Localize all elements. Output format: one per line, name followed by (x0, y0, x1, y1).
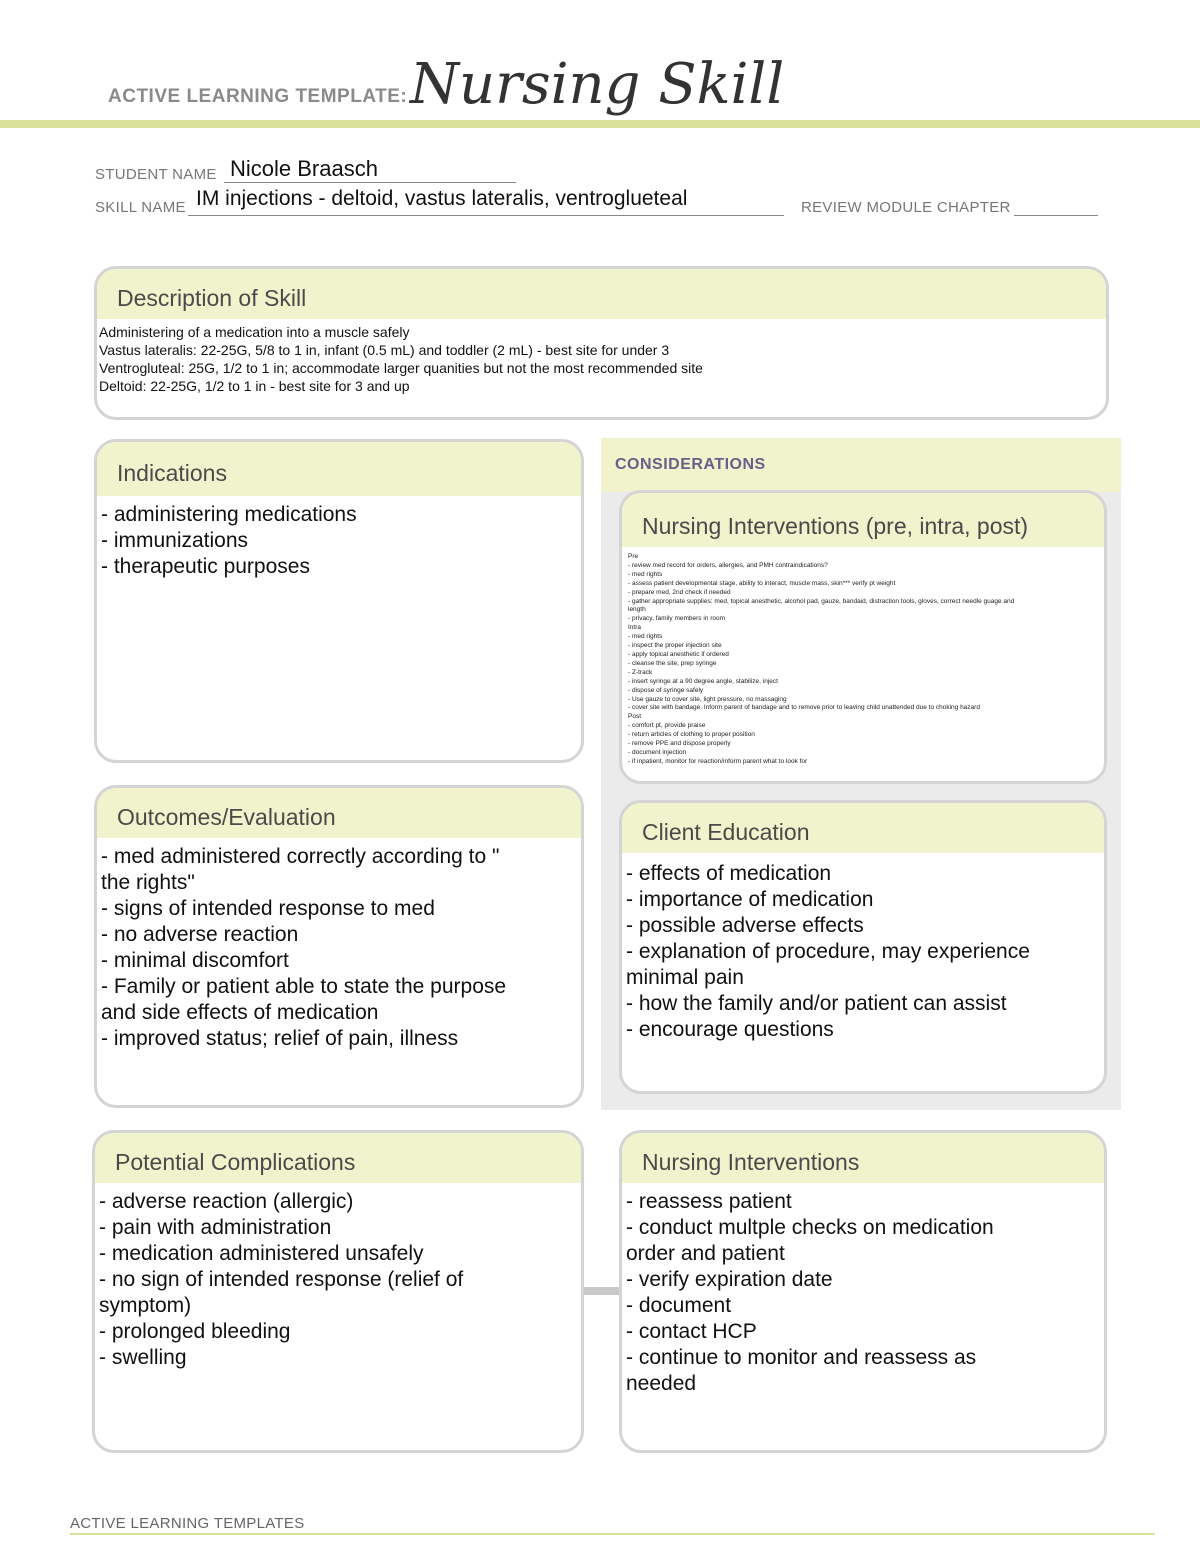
education-item: - effects of medication (626, 862, 832, 885)
intervention-line: - review med record for orders, allergies, and PMH contraindications? (628, 561, 828, 569)
intervention-line: - dispose of syringe safely (628, 686, 704, 694)
complications-body (95, 1183, 581, 1371)
complication-item: - no sign of intended response (relief of (99, 1268, 464, 1291)
outcome-item: and side effects of medication (101, 1001, 379, 1024)
description-title: Description of Skill (97, 269, 1106, 319)
nursing-intervention-item: - contact HCP (626, 1320, 757, 1343)
description-line: Vastus lateralis: 22-25G, 5/8 to 1 in, infant (0.5 mL) and toddler (2 mL) - best site for under 3 (99, 342, 670, 358)
considerations-title: CONSIDERATIONS (601, 438, 1121, 492)
intervention-line: Pre (628, 553, 639, 560)
complications-box (92, 1130, 584, 1453)
education-item: minimal pain (626, 966, 744, 989)
intervention-line: Post (628, 713, 642, 721)
nursing-interventions-box (619, 1130, 1107, 1453)
nursing-intervention-item: - reassess patient (626, 1190, 792, 1213)
outcome-item: - no adverse reaction (101, 923, 299, 946)
client-education-box (619, 800, 1107, 1094)
footer-divider (70, 1533, 1155, 1535)
skill-name-field[interactable]: IM injections - deltoid, vastus lateralis, ventroglueteal (196, 187, 688, 210)
nursing-intervention-item: - continue to monitor and reassess as (626, 1346, 977, 1369)
education-item: - importance of medication (626, 888, 874, 911)
nursing-intervention-item: needed (626, 1372, 697, 1395)
indications-title: Indications (97, 442, 581, 496)
complication-item: - prolonged bleeding (99, 1320, 291, 1343)
education-item: - possible adverse effects (626, 914, 864, 937)
nursing-intervention-item: - conduct multple checks on medication (626, 1216, 994, 1239)
nursing-interventions-pip-title: Nursing Interventions (pre, intra, post) (622, 493, 1104, 547)
indication-item: - immunizations (101, 529, 249, 552)
intervention-line: - document injection (628, 748, 687, 756)
outcome-item: the rights" (101, 871, 195, 894)
complication-item: - adverse reaction (allergic) (99, 1190, 354, 1213)
nursing-interventions-title: Nursing Interventions (622, 1133, 1104, 1183)
outcome-item: - signs of intended response to med (101, 897, 435, 920)
description-line: Deltoid: 22-25G, 1/2 to 1 in - best site for 3 and up (99, 378, 410, 394)
nursing-interventions-body (622, 1183, 1104, 1397)
intervention-line: - cover site with bandage. Inform parent of bandage and to remove prior to leaving child unattended due to choking hazard (628, 704, 980, 712)
intervention-line: - prepare med, 2nd check if needed (628, 588, 731, 596)
student-name-label: STUDENT NAME (95, 166, 217, 183)
client-education-title: Client Education (622, 803, 1104, 853)
student-name-underline (224, 182, 516, 183)
footer-label: ACTIVE LEARNING TEMPLATES (70, 1515, 305, 1532)
intervention-line: - privacy, family members in room (628, 615, 726, 623)
nursing-interventions-pip-box (619, 490, 1107, 784)
intervention-line: - med rights (628, 570, 663, 578)
indication-item: - administering medications (101, 503, 357, 526)
intervention-line: - apply topical anesthetic if ordered (628, 650, 729, 658)
complication-item: - medication administered unsafely (99, 1242, 424, 1265)
education-item: - encourage questions (626, 1018, 834, 1041)
education-item: - explanation of procedure, may experience (626, 940, 1030, 963)
outcomes-body (97, 838, 581, 1052)
nursing-interventions-pip-body (622, 547, 1104, 767)
template-label: ACTIVE LEARNING TEMPLATE: (108, 86, 408, 107)
nursing-intervention-item: order and patient (626, 1242, 785, 1265)
outcome-item: - improved status; relief of pain, illness (101, 1027, 459, 1050)
intervention-line: - comfort pt, provide praise (628, 722, 706, 730)
intervention-line: - inspect the proper injection site (628, 642, 722, 650)
student-name-field[interactable]: Nicole Braasch (230, 156, 378, 181)
client-education-body (622, 853, 1104, 1043)
outcome-item: - minimal discomfort (101, 949, 289, 972)
description-body (97, 319, 1106, 395)
intervention-line: length (628, 606, 646, 614)
complication-item: - pain with administration (99, 1216, 332, 1239)
education-item: - how the family and/or patient can assist (626, 992, 1007, 1015)
header-divider (0, 120, 1200, 128)
intervention-line: - assess patient developmental stage, ability to interact, muscle mass, skin*** verify pt weight (628, 579, 896, 587)
intervention-line: - gather appropriate supplies: med, topical anesthetic, alcohol pad, gauze, bandaid, distraction tools, gloves, correct needle guage and (628, 597, 1015, 605)
intervention-line: - return articles of clothing to proper position (628, 731, 755, 739)
review-module-label: REVIEW MODULE CHAPTER (801, 199, 1011, 216)
outcomes-title: Outcomes/Evaluation (97, 788, 581, 838)
description-box (94, 266, 1109, 420)
page-title: Nursing Skill (410, 52, 785, 117)
outcome-item: - med administered correctly according to " (101, 845, 500, 868)
outcome-item: - Family or patient able to state the purpose (101, 975, 507, 998)
intervention-line: Intra (628, 624, 642, 632)
complication-item: - swelling (99, 1346, 187, 1369)
indication-item: - therapeutic purposes (101, 555, 310, 578)
intervention-line: - Use gauze to cover site, light pressure, no massaging (628, 695, 787, 703)
indications-body (97, 496, 581, 580)
complications-title: Potential Complications (95, 1133, 581, 1183)
intervention-line: - insert syringe at a 90 degree angle, stabilize, inject (628, 677, 778, 685)
nursing-intervention-item: - verify expiration date (626, 1268, 833, 1291)
nursing-intervention-item: - document (626, 1294, 732, 1317)
intervention-line: - if inpatient, monitor for reaction/inform parent what to look for (628, 757, 808, 765)
skill-name-underline (188, 215, 784, 216)
intervention-line: - med rights (628, 633, 663, 641)
description-line: Administering of a medication into a muscle safely (99, 324, 410, 340)
review-module-field[interactable] (1014, 215, 1098, 216)
description-line: Ventrogluteal: 25G, 1/2 to 1 in; accommodate larger quanities but not the most recommended site (99, 360, 703, 376)
skill-name-label: SKILL NAME (95, 199, 186, 216)
outcomes-box (94, 785, 584, 1108)
intervention-line: - Z-track (628, 668, 653, 676)
intervention-line: - cleanse the site, prep syringe (628, 659, 717, 667)
box-connector (583, 1287, 621, 1295)
intervention-line: - remove PPE and dispose properly (628, 740, 731, 748)
indications-box (94, 439, 584, 763)
complication-item: symptom) (99, 1294, 192, 1317)
